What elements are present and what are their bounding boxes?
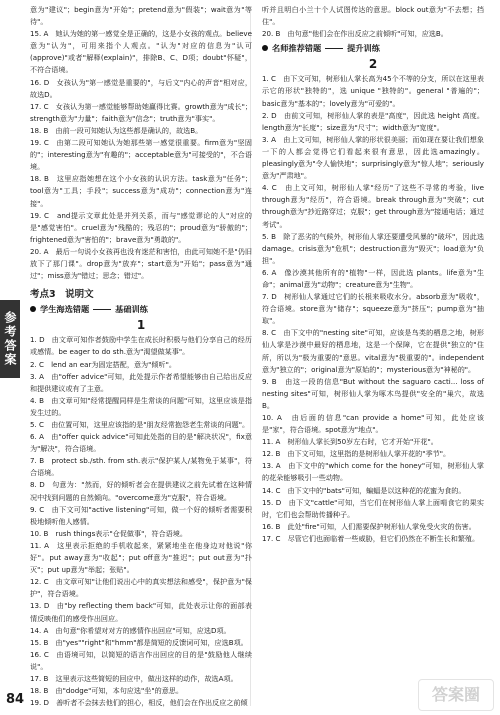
answer-entry: 3. A 由上文可知，树形仙人掌的形状很美丽；而如现在要让我们想象一下的人都会觉得它们看起来很有意思，因此选amazingly。pleasingly意为"令人愉快地"；surprisingly意为"惊人地"；seriously意为"严肃地"。 <box>262 134 484 181</box>
answer-entry: 12. C 由文章可知"让他们说出心中的真实想法和感受"，保护意为"保护"，符合语境。 <box>30 577 252 599</box>
answer-entry: 听并且明白小兰十个人试图传达的意思。block out意为"不去想；挡住"。 <box>262 5 484 27</box>
answer-entry: 12. B 由下文可知，这里指的是树形仙人掌开花的"季节"。 <box>262 449 451 459</box>
right-sub-title <box>262 42 484 54</box>
answer-entry: 20. A 最后一句说小女孩再也没有迷茫和害怕，由此可知她不是"仍旧放下了那门课"。drop意为"放弃"；start意为"开始"；pass意为"通过"；miss意为"错过；思念；错过"。 <box>30 246 252 281</box>
answer-entry: 18. B 由前一段可知她认为这些都是确认的，故选B。 <box>30 125 203 135</box>
answer-entry: 2. C lend an ear为固定搭配，意为"倾听"。 <box>30 359 176 369</box>
answer-entry: 6. A 像沙漠其他所有的"植物"一样，因此选 plants。life意为"生命"；animal意为"动物"；creature意为"生物"。 <box>262 267 484 289</box>
answer-entry: 17. B 这里表示这些简短的回应中，做出这样的动作，故选A项。 <box>30 673 238 683</box>
answer-entry: 3. A 由"offer advice"可知，此处提示作者希望能够由自己给出反应和提供建议或有了主意。 <box>30 371 252 393</box>
left-bottom-entries <box>30 334 252 709</box>
answer-entry: 15. D 由下文"cattle"可知，当它们在树形仙人掌上面啃食它的果实时，它们也会帮助传播种子。 <box>262 497 484 519</box>
answer-entry: 17. C 女孩认为第一感觉能够帮助她赢得比赛。growth意为"成长"；strength意为"力量"；faith意为"信念"；truth意为"事实"。 <box>30 101 252 123</box>
answer-entry: 16. C 由语境可知，以简短的语言作出回应的目的是"鼓励他人继续说"。 <box>30 649 252 671</box>
bullet-dot-icon <box>262 45 268 51</box>
dash-separator <box>93 309 111 310</box>
answer-entry: 9. B 由这一段的信息"But without the saguaro cacti... loss of nesting sites"可知，树形仙人掌为啄木鸟提供"安全的"巢穴，故选B。 <box>262 376 484 410</box>
answer-entry: 10. A 由后面的信息"can provide a home"可知，此处应该是"家"，符合语境。spot意为"地点"。 <box>262 413 484 435</box>
answer-entry: 8. D 句意为："然而，好的倾听者会在提供建议之前先试着在这种情况中找到问题的自然倾向。"overcome意为"克服"，符合语境。 <box>30 480 252 502</box>
left-sub-title-suffix: 基础训练 <box>115 304 148 315</box>
answer-entry: 18. B 这里应指她想在这个小女孩的认识方法。task意为"任务"；tool意为"工具；手段"；success意为"成功"；connection意为"连接"。 <box>30 174 252 208</box>
answer-entry: 14. C 由下文中的"bats"可知，蝙蝠是以这种花的花蜜为食的。 <box>262 485 466 495</box>
answer-entry: 6. A 由"offer quick advice"可知此处指的目的是"解决状况"，fix意为"解决"，符合语境。 <box>30 432 252 454</box>
side-tab-label: 参考答案 <box>0 300 20 378</box>
left-group-number: 1 <box>136 318 146 333</box>
answer-entry: 18. B 由"dodge"可知，本句应选"坐"的意思。 <box>30 686 183 696</box>
right-bottom-entries <box>262 73 484 545</box>
left-sub-title-text: 学生海选错题 <box>40 304 90 315</box>
right-sub-title-suffix: 提升训练 <box>347 43 380 54</box>
answer-entry: 20. B 由句意"他们会在作出反应之前倾听"可知，应选B。 <box>262 29 448 39</box>
page-number: 84 <box>6 692 25 707</box>
answer-entry: 11. A 树形仙人掌长到50岁左右时，它才开始"开花"。 <box>262 437 438 447</box>
answer-entry: 1. C 由下文可知，树形仙人掌长高为45个不等的分支，所以在这里表示它的形状"独特的"，选 unique "独特的"。general "普遍的"；basic意为"基本的"；lovely意为"可爱的"。 <box>262 74 484 108</box>
right-group-number: 2 <box>368 57 378 72</box>
answer-entry: 5. C 由位置可知，这里应该指的是"朋友经常抱怨老生常谈的问题"。 <box>30 420 250 429</box>
left-column <box>30 4 252 709</box>
answer-entry: 17. C 尽管它们也面临着一些威胁，但它们仍然在不断生长和繁殖。 <box>262 533 480 543</box>
right-column <box>262 4 484 545</box>
answer-entry: 1. D 由文章可知作者鼓励中学生在成长时积极与他们分享自己的经历或感情。be eager to do sth.意为"渴望做某事"。 <box>30 335 252 357</box>
watermark-logo: 答案圈 <box>418 679 494 711</box>
answer-entry: 4. B 由文章可知"经常提醒同样是生常谈的问题"可知，这里应该是指发生过的。 <box>30 395 252 417</box>
answer-entry: 19. C 由第二段可知她认为她那些第一感觉很重要。firm意为"坚固的"；interesting意为"有趣的"；acceptable意为"可接受的"，不合语境。 <box>30 138 252 172</box>
left-top-entries <box>30 4 252 282</box>
answer-entry: 13. A 由下文中的"which come for the honey"可知，树形仙人掌的花朵能够吸引一些动物。 <box>262 461 484 483</box>
answer-entry: 8. C 由下文中的"nesting site"可知，应该是鸟类的栖息之地，树形仙人掌是沙漠中最好的栖息地，这是一个保障，它在提供"独立的"住所，所以为"极为重要的"意思。vital意为"极重要的"。independent意为"独立的"；original意为"原始的"；mysterious意为"神秘的"。 <box>262 328 484 374</box>
answer-entry: 7. D 树形仙人掌通过它们的长根来吸收水分。absorb意为"吸收"，符合语境。store意为"储存"；squeeze意为"挤压"；pump意为"抽取"。 <box>262 292 484 326</box>
answer-entry: 19. D 善听者不会抹去他们的担心，相反，他们会在作出反应之前倾 <box>30 698 248 708</box>
bullet-dot-icon <box>30 306 36 312</box>
answer-entry: 11. A 这里表示拒绝的手机收起来，紧紧地坐在他身边对他说"你好"。put away意为"收起"；put off意为"推迟"；put out意为"扑灭"；put up意为"举起；张贴"。 <box>30 540 252 575</box>
section-title: 考点3 说明文 <box>30 289 94 301</box>
answer-entry: 19. C and提示文章此处是并列关系，而与"感觉谬论的人"对应的是"感觉害怕"。cruel意为"残酷的；残忍的"；proud意为"骄傲的"；frightened意为"害怕的"；brave意为"勇敢的"。 <box>30 210 252 244</box>
answer-entry: 13. D 由"by reflecting them back"可知，此处表示让你的面部表情反映他们的感受作出回应。 <box>30 601 252 623</box>
answer-entry: 9. C 由下文可知"active listening"可知，做一个好的倾听者需要积极地倾听他人感情。 <box>30 504 252 526</box>
answer-entry: 2. D 由前文可知，树形仙人掌的表是"高度"，因此选 height 高度。length意为"长度"；size意为"尺寸"；width意为"宽度"。 <box>262 110 484 132</box>
dash-separator <box>325 48 343 49</box>
right-top-entries <box>262 4 484 40</box>
answer-entry: 4. C 由上文可知，树形仙人掌"经历"了这些不寻常的考验，live through意为"经历"，符合语境。break through意为"突破"；cut through意为"抄近路穿过；克服"；get through意为"接通电话；通过考试"。 <box>262 183 484 229</box>
answer-entry: 意为"建议"；begin意为"开始"；pretend意为"假装"；wait意为"等待"。 <box>30 5 252 27</box>
answer-entry: 15. B 由"yes""right"和"hmm"都是简短的反馈词可知，应选B项。 <box>30 637 248 647</box>
right-sub-title-text: 名师推荐错题 <box>272 43 322 54</box>
answer-entry: 15. A 她认为她的第一感觉全是正确的，这是小女孩的观点。believe意为"认为"，可用来指个人观点。"认为"对应的信息为"认可(approve)"或者"解释(explain)"，排除B、C、D项；doubt"怀疑"，不符合语境。 <box>30 29 252 75</box>
answer-entry: 14. A 由句意"你希望对对方的感情作出回应"可知，应选D项。 <box>30 625 231 635</box>
answer-entry: 7. B protect sb./sth. from sth.表示"保护某人/某物免于某事"，符合语境。 <box>30 456 252 478</box>
answer-entry: 16. D 女孩认为"第一感觉是重要的"，与后文"内心的声音"相对应，故选D。 <box>30 77 252 99</box>
answer-entry: 16. B 此处"fire"可知，人们需要保护树形仙人掌免受火灾的伤害。 <box>262 521 476 531</box>
left-sub-title <box>30 303 252 315</box>
answer-entry: 5. B 除了恶劣的气候外，树形仙人掌还要遭受风暴的"破坏"，因此选 damage。crisis意为"危机"；destruction意为"毁灭"；load意为"负担"。 <box>262 231 484 265</box>
answer-entry: 10. B rush things表示"仓促做事"，符合语境。 <box>30 528 187 538</box>
